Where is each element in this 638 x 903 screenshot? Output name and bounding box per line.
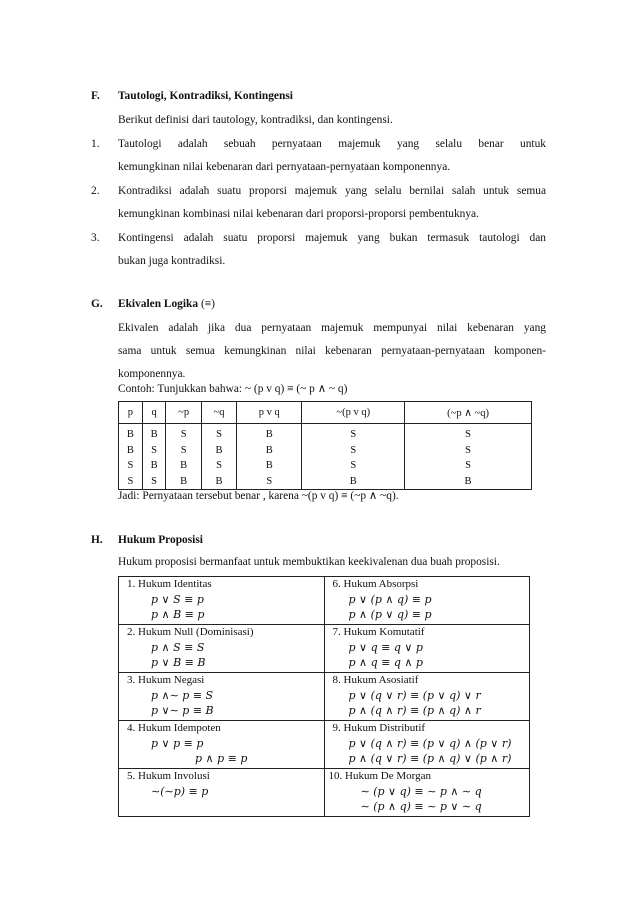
- truth-table-column: [142, 424, 166, 490]
- truth-table-cell: S: [216, 460, 222, 472]
- list-item-text: kemungkinan kombinasi nilai kebenaran dari proporsi-proporsi pembentuknya.: [118, 208, 479, 220]
- truth-table-cell: B: [150, 460, 158, 472]
- section-g-paragraph: Ekivalen adalah jika dua pernyataan majemuk mempunyai nilai kebenaran yang: [118, 322, 546, 334]
- truth-table-cell: B: [215, 475, 223, 487]
- law-formula: 𝑝 ∨ (𝑞 ∨ 𝑟) ≡ (𝑝 ∨ 𝑞) ∨ 𝑟: [348, 689, 481, 702]
- truth-table-header: p v q: [237, 402, 302, 424]
- truth-table-cell: B: [126, 429, 134, 440]
- truth-table-cell: S: [180, 429, 187, 440]
- law-formula: 𝑝 ∧ (𝑝 ∨ 𝑞) ≡ 𝑝: [348, 608, 432, 621]
- list-item-text: Kontingensi adalah suatu proporsi majemuk yang bukan termasuk tautologi dan: [118, 232, 546, 244]
- truth-table-cell: B: [150, 429, 158, 440]
- truth-table-column: [237, 424, 302, 490]
- law-formula: ∼(∼𝑝) ≡ 𝑝: [151, 785, 209, 798]
- law-formula: 𝑝 ∨ 𝑆 ≡ 𝑝: [151, 593, 204, 606]
- section-f-intro: Berikut definisi dari tautology, kontradiksi, dan kontingensi.: [118, 114, 393, 126]
- truth-table-cell: S: [465, 429, 471, 440]
- section-h-letter: H.: [91, 534, 103, 546]
- section-g-paragraph: komponennya.: [118, 368, 186, 380]
- truth-table-values-row: [119, 424, 532, 490]
- law-formula: ∼ (𝑝 ∧ 𝑞) ≡ ∼ 𝑝 ∨ ∼ 𝑞: [360, 800, 482, 813]
- law-formula: ∼ (𝑝 ∨ 𝑞) ≡ ∼ 𝑝 ∧ ∼ 𝑞: [360, 785, 482, 798]
- law-title: 9. Hukum Distributif: [332, 722, 426, 734]
- law-title: 8. Hukum Asosiatif: [332, 674, 419, 686]
- law-cell: [324, 577, 530, 625]
- law-formula: 𝑝 ∨ (𝑞 ∧ 𝑟) ≡ (𝑝 ∨ 𝑞) ∧ (𝑝 ∨ 𝑟): [348, 737, 512, 750]
- truth-table-cell: B: [464, 475, 472, 487]
- section-h-intro: Hukum proposisi bermanfaat untuk membuktikan keekivalenan dua buah proposisi.: [118, 556, 500, 568]
- law-formula: 𝑝 ∧∼ 𝑝 ≡ 𝑆: [151, 689, 214, 702]
- law-title: 6. Hukum Absorpsi: [332, 578, 419, 590]
- section-h-title: Hukum Proposisi: [118, 534, 203, 546]
- truth-table-cell: B: [180, 460, 188, 472]
- law-title: 3. Hukum Negasi: [127, 674, 205, 686]
- law-formula: 𝑝 ∧ 𝑝 ≡ 𝑝: [195, 752, 248, 765]
- truth-table-cell: S: [350, 460, 357, 472]
- truth-table-header: q: [142, 402, 166, 424]
- truth-table-column: [302, 424, 405, 490]
- truth-table-cell: S: [151, 444, 158, 456]
- law-table: [118, 576, 530, 817]
- list-item-text: Kontradiksi adalah suatu proporsi majemuk yang selalu bernilai salah untuk semua: [118, 185, 546, 197]
- section-f-title: Tautologi, Kontradiksi, Kontingensi: [118, 90, 293, 102]
- truth-table-cell: S: [266, 475, 273, 487]
- truth-table-cell: B: [265, 444, 273, 456]
- truth-table-column: [201, 424, 236, 490]
- law-formula: 𝑝 ∧ (𝑞 ∨ 𝑟) ≡ (𝑝 ∧ 𝑞) ∨ (𝑝 ∧ 𝑟): [348, 752, 512, 765]
- truth-table-cell: B: [180, 475, 188, 487]
- truth-table-column: [166, 424, 201, 490]
- truth-table-cell: B: [215, 444, 223, 456]
- law-formula: 𝑝 ∨ (𝑝 ∧ 𝑞) ≡ 𝑝: [348, 593, 432, 606]
- law-cell: [119, 625, 325, 673]
- law-row: [119, 721, 530, 769]
- list-item-number: 1.: [91, 138, 100, 150]
- law-formula: 𝑝 ∨ 𝐵 ≡ 𝐵: [151, 656, 206, 669]
- law-title: 2. Hukum Null (Dominisasi): [127, 626, 254, 638]
- truth-table-cell: S: [465, 460, 471, 472]
- law-formula: 𝑝 ∧ (𝑞 ∧ 𝑟) ≡ (𝑝 ∧ 𝑞) ∧ 𝑟: [348, 704, 481, 717]
- truth-table-cell: S: [127, 475, 134, 487]
- list-item-text: Tautologi adalah sebuah pernyataan majemuk yang selalu benar untuk: [118, 138, 546, 150]
- section-g-paragraph: sama untuk semua kemungkinan nilai kebenaran pernyataan-pernyataan komponen-: [118, 345, 546, 357]
- list-item-number: 2.: [91, 185, 100, 197]
- law-title: 10. Hukum De Morgan: [328, 770, 431, 782]
- law-row: [119, 625, 530, 673]
- law-cell: [119, 577, 325, 625]
- truth-table-cell: B: [126, 444, 134, 456]
- truth-table-header-row: [119, 402, 532, 424]
- section-g-letter: G.: [91, 298, 103, 310]
- law-title: 1. Hukum Identitas: [127, 578, 212, 590]
- truth-table: [118, 401, 532, 490]
- law-formula: 𝑝 ∨ 𝑞 ≡ 𝑞 ∨ 𝑝: [348, 641, 423, 654]
- truth-table-cell: S: [127, 460, 134, 472]
- law-cell: [324, 625, 530, 673]
- truth-table-cell: S: [350, 444, 357, 456]
- truth-table-cell: S: [350, 429, 357, 440]
- section-g-heading: [118, 298, 215, 310]
- truth-table-header: ~(p v q): [302, 402, 405, 424]
- truth-table-cell: S: [216, 429, 222, 440]
- truth-table-column: [119, 424, 143, 490]
- example-line: Contoh: Tunjukkan bahwa: ~ (p v q) ≡ (~ p ∧ ~ q): [118, 383, 348, 395]
- law-formula: 𝑝 ∨∼ 𝑝 ≡ 𝐵: [151, 704, 214, 717]
- truth-table-cell: B: [265, 429, 273, 440]
- law-cell: [119, 721, 325, 769]
- section-f-letter: F.: [91, 90, 100, 102]
- law-cell: [119, 673, 325, 721]
- truth-table-header: ~p: [166, 402, 201, 424]
- law-title: 7. Hukum Komutatif: [332, 626, 425, 638]
- law-cell: [119, 769, 325, 817]
- truth-table-header: (~p ∧ ~q): [405, 402, 532, 424]
- list-item-number: 3.: [91, 232, 100, 244]
- law-cell: [324, 721, 530, 769]
- truth-table-header: p: [119, 402, 143, 424]
- section-g-title: Ekivalen Logika: [118, 298, 199, 310]
- law-formula: 𝑝 ∨ 𝑝 ≡ 𝑝: [151, 737, 204, 750]
- truth-table-column: [405, 424, 532, 490]
- law-cell: [324, 673, 530, 721]
- law-cell: [324, 769, 530, 817]
- law-formula: 𝑝 ∧ 𝐵 ≡ 𝑝: [151, 608, 205, 621]
- law-row: [119, 769, 530, 817]
- list-item-text: bukan juga kontradiksi.: [118, 255, 226, 267]
- truth-table-cell: B: [349, 475, 357, 487]
- truth-table-cell: S: [180, 444, 187, 456]
- law-formula: 𝑝 ∧ 𝑆 ≡ 𝑆: [151, 641, 205, 654]
- law-title: 4. Hukum Idempoten: [127, 722, 221, 734]
- law-formula: 𝑝 ∧ 𝑞 ≡ 𝑞 ∧ 𝑝: [348, 656, 423, 669]
- truth-table-header: ~q: [201, 402, 236, 424]
- truth-table-cell: S: [465, 444, 471, 456]
- truth-table-cell: B: [265, 460, 273, 472]
- law-title: 5. Hukum Involusi: [127, 770, 210, 782]
- law-row: [119, 577, 530, 625]
- equivalence-symbol: (≡): [200, 298, 215, 310]
- truth-table-cell: S: [151, 475, 158, 487]
- list-item-text: kemungkinan nilai kebenaran dari pernyataan-pernyataan komponennya.: [118, 161, 451, 173]
- conclusion-line: Jadi: Pernyataan tersebut benar , karena ~(p v q) ≡ (~p ∧ ~q).: [118, 490, 399, 502]
- law-row: [119, 673, 530, 721]
